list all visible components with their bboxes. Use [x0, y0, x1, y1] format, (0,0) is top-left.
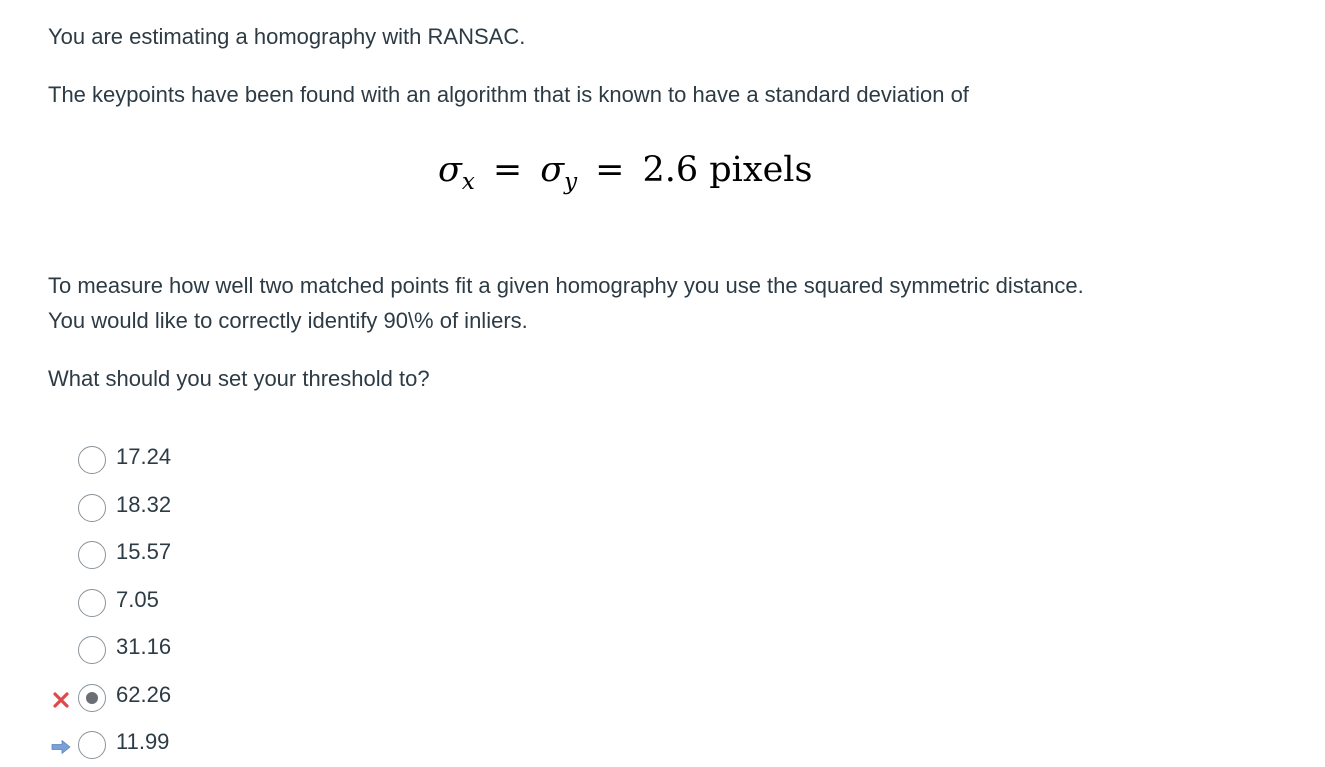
sigma-x-subscript: x — [461, 169, 475, 195]
answer-radio[interactable] — [78, 446, 106, 474]
answer-label: 18.32 — [116, 492, 172, 517]
equals-sign-1: = — [492, 150, 523, 190]
answer-option[interactable] — [0, 537, 300, 577]
correct-answer-arrow-icon — [50, 736, 72, 758]
incorrect-x-icon — [50, 689, 72, 711]
answer-option-selected[interactable] — [0, 680, 300, 720]
answer-label: 11.99 — [116, 729, 170, 754]
question-identify-text: You would like to correctly identify 90\% of inliers. — [48, 308, 528, 333]
answer-label: 62.26 — [116, 682, 172, 707]
answer-radio[interactable] — [78, 494, 106, 522]
sigma-value: 2.6 pixels — [642, 150, 813, 190]
answer-option-correct[interactable] — [0, 727, 300, 767]
question-keypoints-text: The keypoints have been found with an algorithm that is known to have a standard deviation of — [48, 82, 969, 107]
question-measure-text: To measure how well two matched points fit a given homography you use the squared symmetric distance. — [48, 273, 1084, 298]
answer-label: 7.05 — [116, 587, 159, 612]
answer-label: 15.57 — [116, 539, 172, 564]
answer-radio[interactable] — [78, 731, 106, 759]
answer-option[interactable] — [0, 632, 300, 672]
answer-radio[interactable] — [78, 541, 106, 569]
answer-label: 31.16 — [116, 634, 172, 659]
answer-radio-checked[interactable] — [78, 684, 106, 712]
equals-sign-2: = — [595, 150, 625, 190]
answer-label: 17.24 — [116, 444, 172, 469]
answer-radio[interactable] — [78, 636, 106, 664]
answer-option[interactable] — [0, 442, 300, 482]
question-intro: You are estimating a homography with RANSAC. — [48, 24, 526, 49]
sigma-equation — [438, 148, 813, 195]
sigma-x-symbol: σ — [438, 150, 462, 190]
question-prompt: What should you set your threshold to? — [48, 366, 430, 391]
answer-radio[interactable] — [78, 589, 106, 617]
sigma-y-subscript: y — [564, 169, 578, 195]
answer-option[interactable] — [0, 585, 300, 625]
sigma-y-symbol: σ — [540, 150, 565, 190]
answer-option[interactable] — [0, 490, 300, 530]
